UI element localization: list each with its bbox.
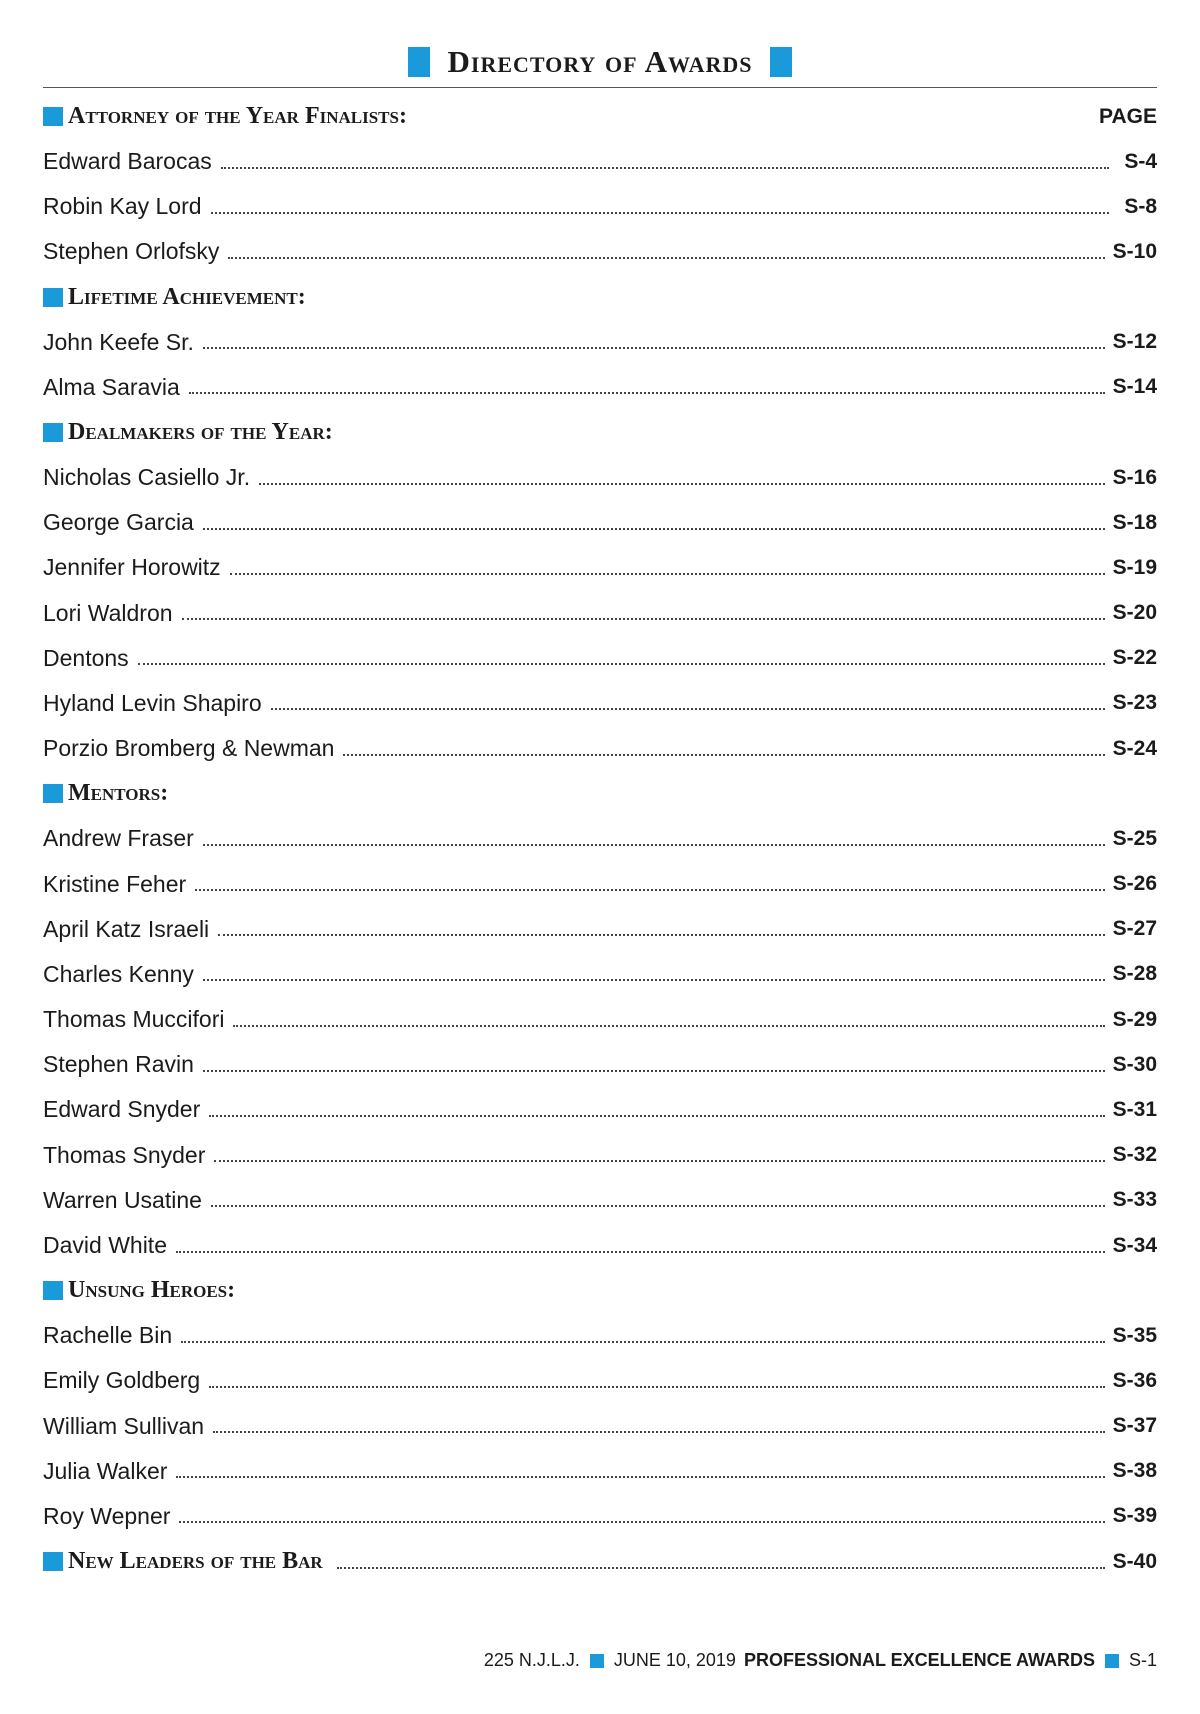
entry-name: Kristine Feher [43, 870, 187, 897]
entry-name: Roy Wepner [43, 1502, 171, 1529]
directory-entry [43, 365, 1157, 410]
directory-entry [43, 500, 1157, 545]
entry-name: Warren Usatine [43, 1186, 202, 1213]
section-heading [43, 94, 1157, 139]
directory-entry [43, 726, 1157, 771]
page-footer [484, 1650, 1157, 1671]
entry-name: Edward Barocas [43, 148, 212, 175]
dot-leader [138, 663, 1105, 665]
section-heading [43, 1268, 1157, 1313]
section-square-icon [43, 288, 63, 307]
directory-entry [43, 229, 1157, 274]
directory-entry [43, 591, 1157, 636]
directory-entry [43, 1087, 1157, 1132]
entry-page-number: S-24 [1112, 736, 1157, 760]
title-left-square-icon [408, 47, 430, 77]
dot-leader [203, 844, 1105, 846]
dot-leader [271, 708, 1105, 710]
entry-name: Stephen Ravin [43, 1051, 194, 1078]
section-heading [43, 410, 1157, 455]
dot-leader [203, 528, 1105, 530]
entry-page-number: S-16 [1112, 465, 1157, 489]
directory-entry [43, 1358, 1157, 1403]
footer-square-icon [1105, 1654, 1119, 1668]
directory-entry [43, 681, 1157, 726]
dot-leader [203, 1070, 1105, 1072]
entry-page-number: S-37 [1112, 1414, 1157, 1438]
dot-leader [337, 1567, 1105, 1569]
dot-leader [221, 167, 1109, 169]
entry-name: Emily Goldberg [43, 1367, 201, 1394]
entry-page-number: S-26 [1112, 872, 1157, 896]
entry-name: Julia Walker [43, 1457, 168, 1484]
entry-page-number: S-30 [1112, 1052, 1157, 1076]
entry-name: Rachelle Bin [43, 1322, 173, 1349]
entry-name: John Keefe Sr. [43, 328, 194, 355]
directory-entry [43, 545, 1157, 590]
entry-name: William Sullivan [43, 1412, 205, 1439]
entry-name: April Katz Israeli [43, 915, 210, 942]
entry-name: George Garcia [43, 509, 194, 536]
entry-page-number: S-34 [1112, 1233, 1157, 1257]
directory-entry [43, 1404, 1157, 1449]
entry-page-number: S-10 [1112, 239, 1157, 263]
section-square-icon [43, 107, 63, 126]
entry-page-number: S-25 [1112, 826, 1157, 850]
entry-name: Thomas Muccifori [43, 1006, 225, 1033]
directory-entry [43, 320, 1157, 365]
directory-entry [43, 1449, 1157, 1494]
dot-leader [230, 573, 1105, 575]
entry-page-number: S-12 [1112, 330, 1157, 354]
entry-page-number: S-31 [1112, 1097, 1157, 1121]
directory-entry [43, 861, 1157, 906]
section-title: Lifetime Achievement: [68, 283, 306, 310]
entry-page-number: S-14 [1112, 375, 1157, 399]
page-column-heading: PAGE [1099, 104, 1157, 128]
entry-page-number: S-32 [1112, 1143, 1157, 1167]
dot-leader [176, 1251, 1105, 1253]
footer-publication: PROFESSIONAL EXCELLENCE AWARDS [743, 1650, 1095, 1670]
directory-entry [43, 952, 1157, 997]
entry-name: Thomas Snyder [43, 1141, 206, 1168]
entry-page-number: S-18 [1112, 510, 1157, 534]
entry-page-number: S-29 [1112, 1007, 1157, 1031]
page-header [0, 38, 1200, 86]
directory-entry [43, 139, 1157, 184]
section-page-number: S-40 [1112, 1549, 1157, 1573]
dot-leader [182, 618, 1105, 620]
entry-name: Edward Snyder [43, 1096, 201, 1123]
section-title: Attorney of the Year Finalists: [68, 103, 407, 129]
entry-name: Hyland Levin Shapiro [43, 689, 262, 716]
dot-leader [343, 754, 1104, 756]
directory-entry [43, 1178, 1157, 1223]
dot-leader [195, 889, 1104, 891]
directory-entry [43, 1494, 1157, 1539]
entry-page-number: S-28 [1112, 962, 1157, 986]
directory-entry [43, 816, 1157, 861]
section-square-icon [43, 423, 63, 442]
entry-page-number: S-35 [1112, 1323, 1157, 1347]
entry-page-number: S-27 [1112, 917, 1157, 941]
dot-leader [218, 934, 1104, 936]
section-title: New Leaders of the Bar [68, 1548, 323, 1575]
section-title: Unsung Heroes: [68, 1277, 236, 1304]
dot-leader [228, 257, 1104, 259]
directory-entry [43, 1313, 1157, 1358]
dot-leader [209, 1115, 1104, 1117]
dot-leader [203, 347, 1105, 349]
section-title: Mentors: [68, 780, 169, 807]
section-square-icon [43, 784, 63, 803]
title-right-square-icon [770, 47, 792, 77]
section-heading [43, 275, 1157, 320]
directory-entry [43, 636, 1157, 681]
footer-volume: 225 N.J.L.J. [483, 1650, 580, 1670]
entry-name: Andrew Fraser [43, 825, 194, 852]
section-square-icon [43, 1552, 63, 1571]
entry-page-number: S-20 [1112, 601, 1157, 625]
footer-page-number: S-1 [1128, 1650, 1157, 1670]
dot-leader [211, 1205, 1105, 1207]
section-heading [43, 771, 1157, 816]
entry-name: Alma Saravia [43, 373, 180, 400]
dot-leader [181, 1341, 1105, 1343]
entry-name: Jennifer Horowitz [43, 554, 221, 581]
entry-name: Stephen Orlofsky [43, 238, 220, 265]
entry-page-number: S-33 [1112, 1188, 1157, 1212]
dot-leader [189, 392, 1105, 394]
entry-page-number: S-4 [1124, 149, 1157, 173]
entry-name: David White [43, 1232, 167, 1259]
footer-date: JUNE 10, 2019 [613, 1650, 736, 1670]
directory-entry [43, 907, 1157, 952]
footer-square-icon [590, 1654, 604, 1668]
dot-leader [179, 1521, 1104, 1523]
directory-entry [43, 184, 1157, 229]
dot-leader [209, 1386, 1104, 1388]
entry-name: Robin Kay Lord [43, 193, 202, 220]
section-heading [43, 1539, 1157, 1584]
directory-entry [43, 1223, 1157, 1268]
directory-entry [43, 997, 1157, 1042]
directory-entry [43, 1133, 1157, 1178]
directory-list [43, 94, 1157, 1584]
entry-page-number: S-36 [1112, 1368, 1157, 1392]
entry-name: Dentons [43, 644, 129, 671]
entry-page-number: S-8 [1124, 194, 1157, 218]
page-title: Directory of Awards [447, 44, 753, 79]
entry-page-number: S-38 [1112, 1459, 1157, 1483]
section-square-icon [43, 1281, 63, 1300]
entry-name: Lori Waldron [43, 599, 173, 626]
dot-leader [214, 1160, 1104, 1162]
dot-leader [259, 483, 1105, 485]
entry-name: Porzio Bromberg & Newman [43, 735, 335, 762]
dot-leader [213, 1431, 1105, 1433]
dot-leader [203, 979, 1105, 981]
title-divider [43, 87, 1157, 88]
dot-leader [211, 212, 1109, 214]
section-title: Dealmakers of the Year: [68, 418, 333, 445]
entry-page-number: S-23 [1112, 691, 1157, 715]
directory-entry [43, 455, 1157, 500]
dot-leader [176, 1476, 1104, 1478]
entry-page-number: S-19 [1112, 555, 1157, 579]
entry-page-number: S-39 [1112, 1504, 1157, 1528]
directory-entry [43, 1042, 1157, 1087]
entry-name: Nicholas Casiello Jr. [43, 464, 251, 491]
entry-name: Charles Kenny [43, 960, 194, 987]
dot-leader [233, 1025, 1104, 1027]
entry-page-number: S-22 [1112, 646, 1157, 670]
